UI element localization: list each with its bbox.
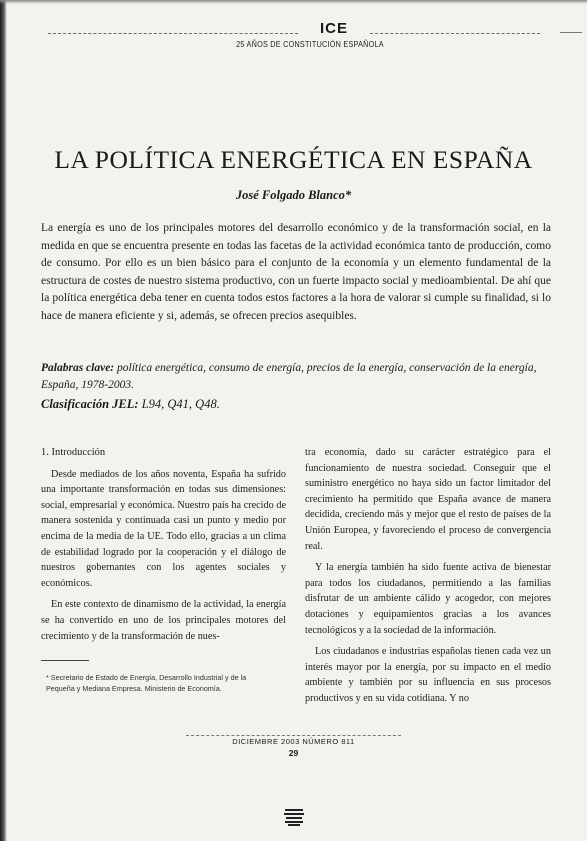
page-number: 29 — [288, 748, 299, 758]
header-rule-left — [48, 33, 298, 34]
article-abstract: La energía es uno de los principales motores del desarrollo económico y de la transformación social, en la medida en que se encuentra presente en todas las facetas de la actividad económica tanto de producción, como de consumo. Por ello es un bien básico para el conjunto de la economía y un elemento fundamental de la estructura de costes de nuestro sistema productivo, con un fuerte impacto social y medioambiental. De ahí que la política energética deba tener en cuenta todos estos factores a la hora de valorar si cumple su finalidad, si lo hace de manera eficiente y si, además, se ofrecen precios asequibles. — [41, 222, 551, 322]
keywords-label: Palabras clave: — [41, 362, 115, 374]
paragraph: En este contexto de dinamismo de la actividad, la energía se ha convertido en uno de los principales motores del crecimiento y de la transformación de nues- — [41, 599, 286, 642]
journal-logo: ICE — [319, 20, 348, 37]
section-title: 1. Introducción — [41, 447, 106, 458]
scan-edge — [0, 0, 7, 841]
body-column-right — [305, 445, 551, 713]
article-title: LA POLÍTICA ENERGÉTICA EN ESPAÑA — [54, 145, 533, 174]
footnote-rule — [41, 660, 89, 661]
footnote: * Secretario de Estado de Energía, Desarrollo Industrial y de la Pequeña y Mediana Empresa. Ministerio de Economía. — [46, 673, 247, 693]
header-dash — [560, 32, 582, 33]
keywords — [41, 360, 551, 394]
scan-mark-icon — [282, 806, 306, 828]
jel-label: Clasificación JEL: — [41, 397, 139, 411]
scan-edge-top — [0, 0, 587, 4]
footer-issue: DICIEMBRE 2003 NÚMERO 811 — [232, 737, 355, 746]
header-rule-right — [370, 33, 540, 34]
jel-codes: L94, Q41, Q48. — [141, 397, 220, 411]
paragraph: Los ciudadanos e industrias españolas tienen cada vez un interés mayor por la energía, por su impacto en el medio ambiente y también por su influencia en sus procesos productivos y en su vida cotidiana. Y no — [305, 646, 551, 704]
journal-header — [40, 18, 547, 58]
article-author: José Folgado Blanco* — [235, 188, 352, 202]
paragraph: Y la energía también ha sido fuente activa de bienestar para todos los ciudadanos, permitiendo a las familias disfrutar de un ambiente cálido y acogedor, con mejores dotaciones y equipamientos gracias a los avances tecnológicos y a la sociedad de la información. — [305, 562, 551, 636]
journal-subtitle: 25 AÑOS DE CONSTITUCIÓN ESPAÑOLA — [236, 39, 384, 49]
body-column-left — [41, 445, 286, 650]
jel-classification — [41, 397, 551, 412]
paragraph-continuation: tra economía, dado su carácter estratégico para el funcionamiento de nuestra sociedad. Conseguir que el suministro energético no haya sido un factor limitador del crecimiento ha permitido que España avance de manera decidida, creciendo más y mejor que el resto de países de la Unión Europea, y favoreciendo el proceso de convergencia real. — [305, 447, 551, 552]
keywords-text: política energética, consumo de energía, precios de la energía, conservación de la energía, España, 1978-2003. — [41, 362, 537, 391]
footer-rule — [186, 735, 401, 736]
paragraph: Desde mediados de los años noventa, España ha sufrido una importante transformación en todas sus dimensiones: social, empresarial y económica. Nuestro país ha crecido de manera sostenida y continuada casi un punto y medio por encima de la media de la UE. Todo ello, gracias a un clima de estabilidad logrado por la cooperación y el diálogo de nuestros gobernantes con los agentes sociales y económicos. — [41, 468, 286, 589]
